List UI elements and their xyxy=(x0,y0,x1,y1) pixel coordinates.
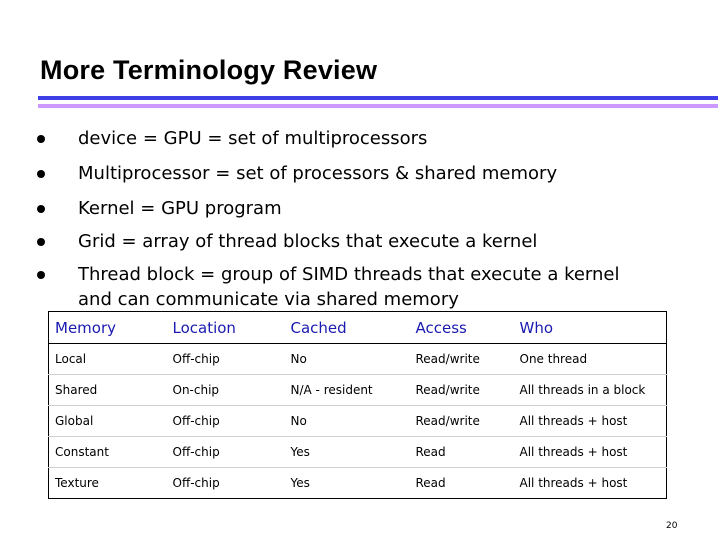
title-rule-blue xyxy=(38,96,718,100)
table-cell: All threads + host xyxy=(519,476,628,490)
table-cell: Shared xyxy=(49,375,167,406)
column-header-memory: Memory xyxy=(49,312,167,344)
memory-table xyxy=(48,311,667,499)
bullet-dot-icon xyxy=(37,170,45,178)
bullet-text: Multiprocessor = set of processors & shared memory xyxy=(78,163,558,184)
title-rule-purple xyxy=(38,104,718,108)
table-cell: All threads + host xyxy=(514,437,667,468)
table-row xyxy=(49,375,667,406)
table-cell: No xyxy=(285,406,410,437)
table-header-row xyxy=(49,312,667,344)
column-header-who: Who xyxy=(514,312,667,344)
page-number: 20 xyxy=(666,521,678,531)
bullet-text-continuation: and can communicate via shared memory xyxy=(78,289,459,310)
table-row xyxy=(49,437,667,468)
bullet-dot-icon xyxy=(37,271,45,279)
table-cell: Off-chip xyxy=(167,344,285,375)
table-row xyxy=(49,344,667,375)
table-cell: Off-chip xyxy=(172,476,220,490)
column-header-access: Access xyxy=(410,312,514,344)
table-cell: On-chip xyxy=(167,375,285,406)
column-header-location: Location xyxy=(167,312,285,344)
table-cell: Read/write xyxy=(410,375,514,406)
table-cell: All threads in a block xyxy=(514,375,667,406)
table-cell: Texture xyxy=(55,476,99,490)
bullet-text: Thread block = group of SIMD threads that execute a kernel xyxy=(78,264,620,285)
table-cell: Off-chip xyxy=(167,406,285,437)
table-cell: Read xyxy=(410,437,514,468)
table-cell: N/A - resident xyxy=(285,375,410,406)
slide-title: More Terminology Review xyxy=(40,55,378,85)
table-cell: All threads + host xyxy=(514,406,667,437)
table-cell: Yes xyxy=(285,437,410,468)
table-row xyxy=(49,406,667,437)
table-row xyxy=(49,468,667,499)
table-cell: Off-chip xyxy=(167,437,285,468)
bullet-dot-icon xyxy=(37,238,45,246)
column-header-cached: Cached xyxy=(285,312,410,344)
table-cell: Yes xyxy=(290,476,310,490)
bullet-text: device = GPU = set of multiprocessors xyxy=(78,128,428,149)
table-cell: Constant xyxy=(49,437,167,468)
bullet-text: Kernel = GPU program xyxy=(78,198,282,219)
table-cell: Global xyxy=(49,406,167,437)
table-cell: Local xyxy=(49,344,167,375)
bullet-dot-icon xyxy=(37,135,45,143)
table-cell: Read/write xyxy=(410,344,514,375)
bullet-text: Grid = array of thread blocks that execute a kernel xyxy=(78,231,538,252)
table-cell: One thread xyxy=(514,344,667,375)
table-cell: No xyxy=(285,344,410,375)
table-cell: Read/write xyxy=(410,406,514,437)
table-cell: Read xyxy=(415,476,446,490)
bullet-dot-icon xyxy=(37,205,45,213)
